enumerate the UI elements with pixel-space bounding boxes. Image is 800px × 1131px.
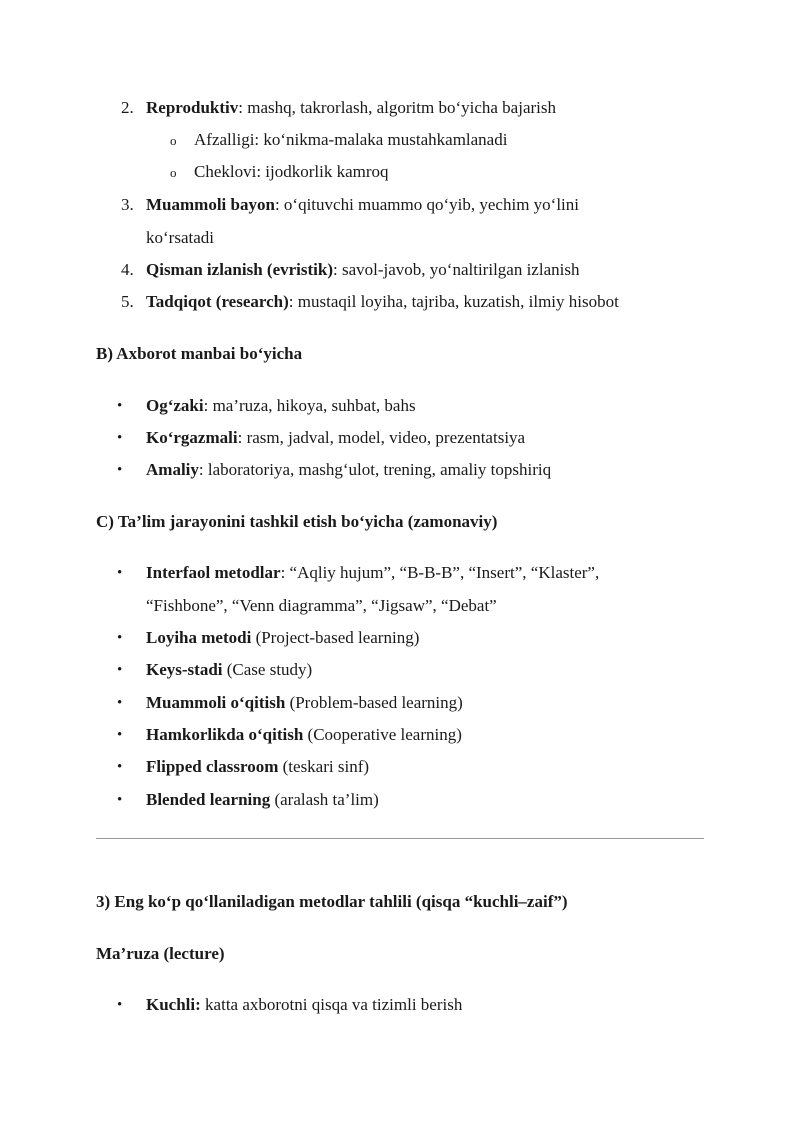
term: Amaliy	[146, 460, 199, 479]
term: Hamkorlikda o‘qitish	[146, 725, 304, 744]
bullet-marker: •	[117, 462, 123, 478]
term: Blended learning	[146, 790, 271, 809]
term: Keys-stadi	[146, 660, 223, 679]
description: : ma’ruza, hikoya, suhbat, bahs	[203, 396, 416, 415]
term: Tadqiqot (research)	[146, 292, 289, 311]
list-number: 3.	[121, 195, 134, 214]
description: (teskari sinf)	[278, 757, 370, 776]
bullet-marker: •	[117, 398, 123, 414]
term: Qisman izlanish (evristik)	[146, 260, 334, 279]
description: (Cooperative learning)	[303, 725, 462, 744]
description: : laboratoriya, mashg‘ulot, trening, amaliy topshiriq	[198, 460, 552, 479]
term: Muammoli o‘qitish	[146, 693, 286, 712]
bullet-marker: •	[117, 997, 123, 1013]
term: Og‘zaki	[146, 396, 204, 415]
description: (Project-based learning)	[251, 628, 420, 647]
sub-marker: o	[170, 133, 177, 148]
bullet-marker: •	[117, 630, 123, 646]
bullet-marker: •	[117, 565, 123, 581]
description: : mustaqil loyiha, tajriba, kuzatish, ilmiy hisobot	[288, 292, 619, 311]
bullet-marker: •	[117, 695, 123, 711]
bullet-marker: •	[117, 430, 123, 446]
description: : rasm, jadval, model, video, prezentatsiya	[237, 428, 526, 447]
sub-item-text: Cheklovi: ijodkorlik kamroq	[194, 162, 389, 181]
term: Loyiha metodi	[146, 628, 252, 647]
list-number: 2.	[121, 98, 134, 117]
description: katta axborotni qisqa va tizimli berish	[200, 995, 463, 1014]
term: Interfaol metodlar	[146, 563, 281, 582]
document-page: 2. Reproduktiv: mashq, takrorlash, algoritm bo‘yicha bajarish o Afzalligi: ko‘nikma-malaka mustahkamlanadi o Cheklovi: ijodkorlik kamroq 3. Muammoli bayon: o‘qituvchi muammo qo‘yib, yechim yo‘lini ko‘rsatadi 4. Qisman izlanish (evristik): savol-javob, yo‘naltirilgan izlanish 5. Tadqiqot (research): mustaqil loyiha, tajriba, kuzatish, ilmiy hisobot B) Axborot manbai bo‘yicha • Og‘zaki: ma’ruza, hikoya, suhbat, bahs • Ko‘rgazmali: rasm, jadval, model, video, prezentatsiya • Amaliy: laboratoriya, mashg‘ulot, trening, amaliy topshiriq C) Ta’lim jarayonini tashkil etish bo‘yicha (zamonaviy) • Interfaol metodlar: “Aqliy hujum”, “B-B-B”, “Insert”, “Klaster”, “Fishbone”, “Venn diagramma”, “Jigsaw”, “Debat” • Loyiha metodi (Project-based learning) • Keys-stadi (Case study) • Muammoli o‘qitish (Problem-based learning) • Hamkorlikda o‘qitish (Cooperative learning) • Flipped classroom (teskari sinf) • Blended learning (aralash ta’lim) 3) Eng ko‘p qo‘llaniladigan metodlar tahlili (qisqa “kuchli–zaif”) Ma’ruza (lecture) • Kuchli: katta axborotni qisqa va tizimli berish	[0, 0, 800, 1131]
bullet-marker: •	[117, 662, 123, 678]
description: (Problem-based learning)	[285, 693, 463, 712]
bullet-marker: •	[117, 727, 123, 743]
description: : o‘qituvchi muammo qo‘yib, yechim yo‘lini	[274, 195, 580, 214]
sub-marker: o	[170, 165, 177, 180]
list-number: 4.	[121, 260, 134, 279]
description: (Case study)	[222, 660, 313, 679]
description: : “Aqliy hujum”, “B-B-B”, “Insert”, “Klaster”,	[280, 563, 600, 582]
description: ko‘rsatadi	[146, 228, 214, 247]
description: : mashq, takrorlash, algoritm bo‘yicha bajarish	[238, 98, 556, 117]
term: Flipped classroom	[146, 757, 279, 776]
bullet-marker: •	[117, 792, 123, 808]
term: Reproduktiv	[146, 98, 239, 117]
list-number: 5.	[121, 292, 134, 311]
bullet-marker: •	[117, 759, 123, 775]
sub-item-text: Afzalligi: ko‘nikma-malaka mustahkamlanadi	[194, 130, 508, 149]
description: “Fishbone”, “Venn diagramma”, “Jigsaw”, “Debat”	[146, 596, 497, 615]
term: Kuchli:	[146, 995, 201, 1014]
term: Ko‘rgazmali	[146, 428, 238, 447]
term: Muammoli bayon	[146, 195, 275, 214]
horizontal-divider	[96, 838, 704, 839]
description: (aralash ta’lim)	[270, 790, 379, 809]
description: : savol-javob, yo‘naltirilgan izlanish	[333, 260, 580, 279]
